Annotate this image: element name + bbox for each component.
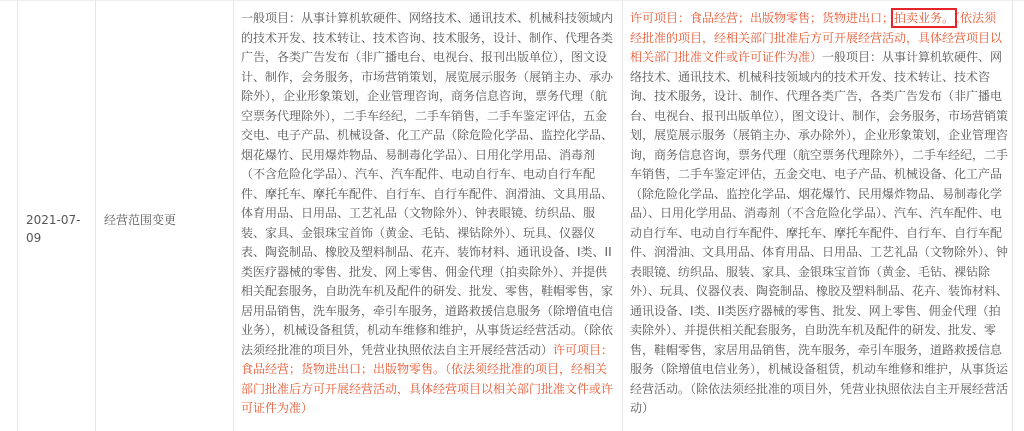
change-type: 经营范围变更 xyxy=(104,213,177,227)
row-index-cell xyxy=(0,0,18,431)
row-action-cell xyxy=(1013,0,1024,431)
after-licensed-highlight: 拍卖业务。 xyxy=(894,11,955,25)
before-licensed-scope: 许可项目：食品经营；货物进出口；出版物零售。（依法须经批准的项目，经相关部门批准后方可开展经营活动，具体经营项目以相关部门批准文件或许可证件为准） xyxy=(241,342,614,415)
after-licensed-prefix: 许可项目：食品经营；出版物零售；货物进出口； xyxy=(630,11,895,25)
after-licensed-suffix: （依法须经批准的项目，经相关部门批准后方可开展经营活动，具体经营项目以相关部门批准文件或许可证件为准） xyxy=(630,11,1003,64)
before-change-text xyxy=(241,9,617,419)
before-normal-scope: 一般项目：从事计算机软硬件、网络技术、通讯技术、机械科技领域内的技术开发、技术转让、技术咨询、技术服务，设计、制作、代理各类广告，各类广告发布（非广播电台、电视台、报刊出版单位），图文设计、制作，会务服务，市场营销策划，展览展示服务（展销主办、承办除外），企业形象策划，企业管理咨询，商务信息咨询，票务代理（航空票务代理除外），二手车经纪，二手车销售，二手车鉴定评估，五金交电、电子产品、机械设备、化工产品（除危险化学品、监控化学品、烟花爆竹、民用爆炸物品、易制毒化学品）、日用化学用品、消毒剂（不含危险化学品）、汽车、汽车配件、电动自行车、电动自行车配件、摩托车、摩托车配件、自行车、自行车配件、润滑油、文具用品、体育用品、日用品、工艺礼品（文物除外）、钟表眼镜、纺织品、服装、家具、金银珠宝首饰（黄金、毛钻、裸钻除外）、玩具、仪器仪表、陶瓷制品、橡胶及塑料制品、花卉、装饰材料、通讯设备、I类、II类医疗器械的零售、批发、网上零售、佣金代理（拍卖除外）、并提供相关配套服务，自助洗车机及配件的研发、批发、零售，鞋帽零售，家居用品销售，洗车服务，牵引车服务，道路救援信息服务（除增值电信业务），机械设备租赁，机动车维修和维护，从事货运经营活动。（除依法须经批准的项目外，凭营业执照依法自主开展经营活动） xyxy=(241,11,614,357)
after-change-cell xyxy=(623,0,1013,431)
after-change-text xyxy=(630,9,1008,419)
before-change-cell xyxy=(234,0,623,431)
after-normal-scope: 一般项目：从事计算机软硬件、网络技术、通讯技术、机械科技领域内的技术开发、技术转让、技术咨询、技术服务，设计、制作、代理各类广告，各类广告发布（非广播电台、电视台、报刊出版单位），图文设计、制作，会务服务，市场营销策划，展览展示服务（展销主办、承办除外），企业形象策划，企业管理咨询，商务信息咨询，票务代理（航空票务代理除外），二手车经纪，二手车销售，二手车鉴定评估，五金交电、电子产品、机械设备、化工产品（除危险化学品、监控化学品、烟花爆竹、民用爆炸物品、易制毒化学品）、日用化学用品、消毒剂（不含危险化学品）、汽车、汽车配件、电动自行车、电动自行车配件、摩托车、摩托车配件、自行车、自行车配件、润滑油、文具用品、体育用品、日用品、工艺礼品（文物除外）、钟表眼镜、纺织品、服装、家具、金银珠宝首饰（黄金、毛钻、裸钻除外）、玩具、仪器仪表、陶瓷制品、橡胶及塑料制品、花卉、装饰材料、通讯设备、I类、II类医疗器械的零售、批发、网上零售、佣金代理（拍卖除外）、并提供相关配套服务，自助洗车机及配件的研发、批发、零售，鞋帽零售，家居用品销售，洗车服务，牵引车服务，道路救援信息服务（除增值电信业务），机械设备租赁，机动车维修和维护，从事货运经营活动。（除依法须经批准的项目外，凭营业执照依法自主开展经营活动） xyxy=(630,50,1009,415)
change-date: 2021-07-09 xyxy=(26,213,81,245)
change-type-cell xyxy=(96,0,234,431)
date-cell xyxy=(18,0,96,431)
